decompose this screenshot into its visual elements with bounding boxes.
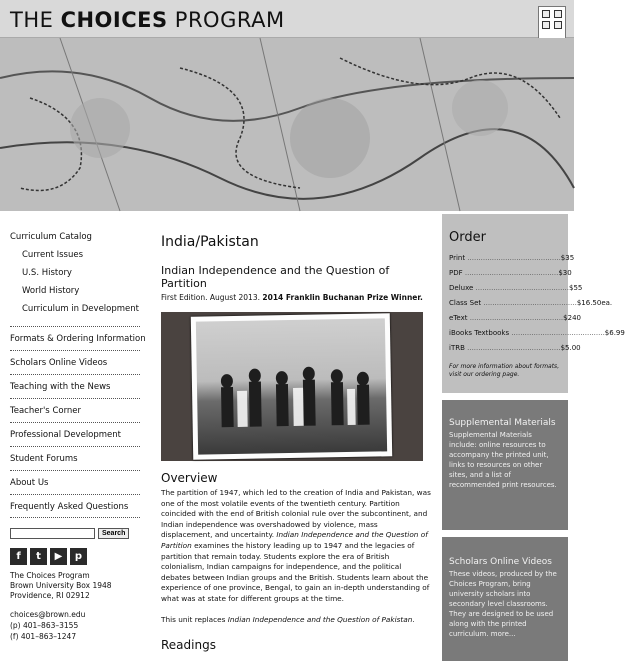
order-label: iBooks Textbooks	[449, 329, 510, 337]
left-sidebar	[10, 232, 146, 642]
order-label: PDF	[449, 269, 463, 277]
phone-number: (p) 401–863–3155	[10, 621, 79, 630]
nav-professional-development[interactable]: Professional Development	[10, 422, 140, 446]
nav-current-issues[interactable]: Current Issues	[22, 250, 84, 260]
search-button[interactable]: Search	[98, 528, 129, 539]
nav-scholars-online-videos[interactable]: Scholars Online Videos	[10, 350, 140, 374]
order-row-deluxe[interactable]: Deluxe .......................................... $55	[449, 281, 561, 295]
order-price: $5.00	[560, 344, 581, 352]
overview-text: The partition of 1947, which led to the creation of India and Pakistan, was one of the most volatile events of the twentieth century. Partition coincided with the end of British colonial rule over the subcontinent, and Indian independence was overshadowed by violence, mass displacement, and uncertainty.	[161, 488, 431, 540]
supplemental-heading: Supplemental Materials	[449, 418, 556, 428]
nav-student-forums[interactable]: Student Forums	[10, 446, 140, 470]
site-header	[0, 0, 574, 38]
twitter-icon[interactable]: t	[30, 548, 47, 565]
overview-heading: Overview	[161, 471, 218, 485]
overview-text: examines the history leading up to 1947 and the legacies of partition that remain today. Students explore the era of British colonialism, Indian campaigns for independence, and the political debates between Indian groups and the British. Students learn about the experience of one province, Bengal, to gain an in-depth understanding of what was at state for different groups at the time.	[161, 540, 430, 603]
nav-formats-ordering[interactable]: Formats & Ordering Information	[10, 326, 140, 350]
order-price: $240	[563, 314, 581, 322]
order-price: $6.99	[604, 329, 625, 337]
unit-title: Indian Independence and the Question of Partition	[161, 264, 390, 290]
order-price: $35	[560, 254, 575, 262]
order-label: Class Set	[449, 299, 482, 307]
search-form	[10, 528, 140, 539]
edition-text: First Edition. August 2013.	[161, 293, 260, 302]
ordering-page-link[interactable]: For more information about formats, visit our ordering page.	[449, 363, 560, 378]
mailing-address	[10, 571, 140, 601]
order-row-etext[interactable]: eText .......................................... $240	[449, 311, 561, 325]
unit-cover-photo-frame	[161, 312, 423, 461]
prize-text: 2014 Franklin Buchanan Prize Winner.	[262, 293, 423, 302]
brand-suffix: PROGRAM	[167, 8, 285, 32]
social-links	[10, 548, 140, 565]
address-line: Brown University Box 1948	[10, 581, 112, 590]
youtube-icon[interactable]: ▶	[50, 548, 67, 565]
order-row-pdf[interactable]: PDF .......................................... $30	[449, 266, 561, 280]
order-label: Deluxe	[449, 284, 474, 292]
order-price: $30	[558, 269, 572, 277]
overview-paragraph	[161, 488, 431, 605]
facebook-icon[interactable]: f	[10, 548, 27, 565]
brown-university-shield-icon[interactable]	[538, 6, 566, 40]
pinterest-icon[interactable]: p	[70, 548, 87, 565]
nav-about-us[interactable]: About Us	[10, 470, 140, 494]
address-line: Providence, RI 02912	[10, 591, 90, 600]
site-logo[interactable]	[10, 8, 285, 32]
replaces-suffix: .	[412, 614, 415, 624]
historic-map-illustration	[0, 38, 574, 211]
edition-line	[161, 293, 431, 302]
readings-heading: Readings	[161, 637, 216, 652]
nav-teaching-with-the-news[interactable]: Teaching with the News	[10, 374, 140, 398]
email-link[interactable]: choices@brown.edu	[10, 610, 86, 619]
page-title: India/Pakistan	[161, 234, 259, 250]
order-list	[449, 251, 625, 355]
nav-us-history[interactable]: U.S. History	[22, 268, 72, 278]
scholars-text: These videos, produced by the Choices Program, bring university scholars into secondary level classrooms. They are designed to be used along with the printed curriculum. more...	[449, 570, 557, 638]
nav-curriculum-catalog[interactable]: Curriculum Catalog	[10, 232, 92, 242]
marching-crowd-photo	[196, 318, 387, 454]
order-price: $16.50ea.	[576, 299, 613, 307]
fax-number: (f) 401–863–1247	[10, 632, 77, 641]
nav-faq[interactable]: Frequently Asked Questions	[10, 494, 140, 518]
address-line: The Choices Program	[10, 571, 90, 580]
supplemental-materials-box[interactable]	[442, 400, 568, 530]
nav-teachers-corner[interactable]: Teacher's Corner	[10, 398, 140, 422]
replaced-unit-title: Indian Independence and the Question of Pakistan	[227, 614, 413, 624]
scholars-heading: Scholars Online Videos	[449, 557, 552, 567]
scholars-videos-box[interactable]	[442, 537, 568, 661]
order-label: eText	[449, 314, 468, 322]
supplemental-text: Supplemental Materials include: online resources to accompany the printed unit, links to resources on other sites, and a list of recommended print resources.	[449, 431, 557, 489]
order-heading: Order	[449, 230, 486, 245]
replaces-note	[161, 615, 431, 624]
order-box	[442, 214, 625, 393]
nav-world-history[interactable]: World History	[22, 286, 80, 296]
order-label: Print	[449, 254, 466, 262]
order-row-class-set[interactable]: Class Set .......................................... $16.50ea.	[449, 296, 561, 310]
brand-prefix: THE	[10, 8, 61, 32]
replaces-prefix: This unit replaces	[161, 614, 228, 624]
order-price: $55	[569, 284, 583, 292]
site-nav	[10, 232, 146, 518]
order-row-print[interactable]: Print .......................................... $35	[449, 251, 561, 265]
brand-bold: CHOICES	[60, 8, 168, 32]
overview-unit-title: Indian Independence and the Question of Partition	[161, 530, 428, 550]
order-label: iTRB	[449, 344, 465, 352]
search-input[interactable]	[10, 528, 95, 539]
nav-curriculum-in-development[interactable]: Curriculum in Development	[22, 304, 139, 314]
contact-info	[10, 609, 140, 642]
order-row-itrb[interactable]: iTRB .......................................... $5.00	[449, 341, 561, 355]
main-content	[161, 234, 431, 652]
order-row-ibooks[interactable]: iBooks Textbooks .......................................... $6.99	[449, 326, 561, 340]
unit-cover-photo[interactable]	[191, 313, 392, 459]
hero-map-image	[0, 38, 574, 211]
